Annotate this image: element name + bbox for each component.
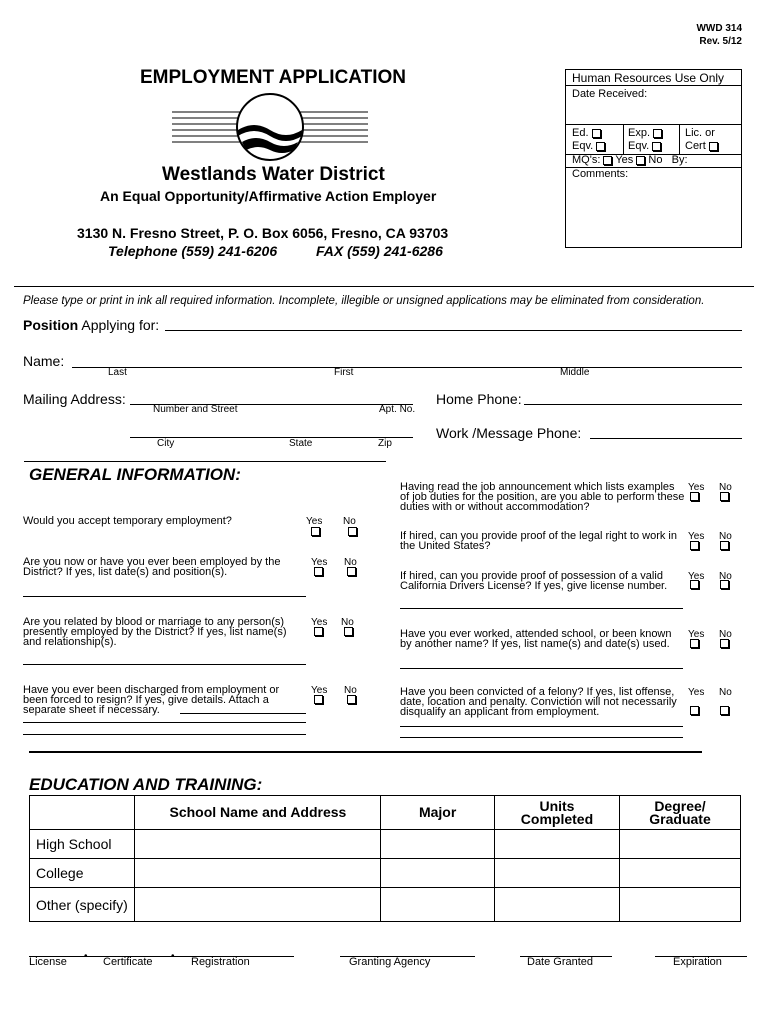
yes-label: Yes bbox=[688, 531, 705, 542]
edu-cell-major[interactable] bbox=[381, 888, 495, 922]
hr-eqv-label: Eqv. bbox=[572, 140, 594, 152]
edu-header-blank bbox=[30, 796, 135, 830]
discharged-details-field[interactable] bbox=[180, 713, 306, 714]
felony-no-checkbox[interactable] bbox=[720, 706, 729, 715]
hr-ed bbox=[572, 127, 605, 153]
hr-eqv2-label: Eqv. bbox=[628, 140, 650, 152]
hr-eqv-checkbox[interactable] bbox=[596, 142, 605, 151]
edu-cell-major[interactable] bbox=[381, 859, 495, 888]
hr-by-label: By: bbox=[671, 154, 688, 166]
yes-label: Yes bbox=[306, 516, 323, 527]
no-label: No bbox=[719, 531, 732, 542]
position-label-rest: Applying for: bbox=[78, 317, 160, 333]
edu-cell-degree[interactable] bbox=[620, 830, 741, 859]
expiration-label: Expiration bbox=[673, 956, 722, 968]
certificate-label: Certificate bbox=[103, 956, 153, 968]
city-sub: City bbox=[157, 438, 175, 449]
apt-sub: Apt. No. bbox=[379, 404, 416, 415]
no-label: No bbox=[344, 685, 357, 696]
question-drivers-license: If hired, can you provide proof of possession of a valid California Drivers License? If yes, give license number. bbox=[400, 570, 668, 592]
yes-label: Yes bbox=[688, 687, 705, 698]
hr-no-label: No bbox=[648, 154, 663, 166]
question-temp-employment: Would you accept temporary employment? bbox=[23, 515, 232, 527]
no-label: No bbox=[719, 571, 732, 582]
page-title: EMPLOYMENT APPLICATION bbox=[140, 67, 406, 88]
position-field[interactable] bbox=[165, 330, 742, 331]
yes-label: Yes bbox=[311, 557, 328, 568]
felony-details-line-2[interactable] bbox=[400, 737, 683, 738]
edu-header-major: Major bbox=[381, 796, 495, 830]
question-felony: Have you been convicted of a felony? If yes, list offense, date, location and penalty. Conviction will not necessarily disqualify an applicant from employment. bbox=[400, 686, 677, 718]
district-logo bbox=[170, 90, 370, 164]
name-field[interactable] bbox=[72, 367, 742, 368]
table-row bbox=[30, 859, 741, 888]
hr-mqs-yes-checkbox[interactable] bbox=[603, 156, 612, 165]
edu-cell-units[interactable] bbox=[494, 888, 619, 922]
org-name: Westlands Water District bbox=[162, 164, 385, 185]
edu-cell-degree[interactable] bbox=[620, 888, 741, 922]
other-name-no-checkbox[interactable] bbox=[720, 639, 729, 648]
felony-yes-checkbox[interactable] bbox=[690, 706, 699, 715]
zip-sub: Zip bbox=[378, 438, 392, 449]
no-label: No bbox=[341, 617, 354, 628]
work-right-yes-checkbox[interactable] bbox=[690, 541, 699, 550]
edu-row-label: College bbox=[30, 859, 135, 888]
edu-row-label: High School bbox=[30, 830, 135, 859]
hr-cert-checkbox[interactable] bbox=[709, 142, 718, 151]
no-label: No bbox=[719, 629, 732, 640]
question-perform-duties: Having read the job announcement which lists examples of job duties for the position, are you able to perform these duties with or without accommodation? bbox=[400, 481, 685, 513]
form-code bbox=[690, 22, 742, 48]
work-phone-field[interactable] bbox=[590, 438, 742, 439]
date-received-label: Date Received: bbox=[572, 88, 648, 100]
edu-header-units: Units Completed bbox=[494, 796, 619, 830]
employed-yes-checkbox[interactable] bbox=[314, 567, 323, 576]
hr-use-only-box bbox=[565, 69, 742, 248]
employed-details-field[interactable] bbox=[23, 596, 306, 597]
hr-mqs bbox=[572, 154, 688, 166]
education-heading: EDUCATION AND TRAINING: bbox=[29, 775, 263, 794]
question-right-to-work: If hired, can you provide proof of the legal right to work in the United States? bbox=[400, 530, 677, 552]
name-sub-first: First bbox=[334, 367, 354, 378]
hr-ed-label: Ed. bbox=[572, 127, 589, 139]
education-table bbox=[29, 795, 741, 922]
discharged-details-line-3[interactable] bbox=[23, 734, 306, 735]
name-label: Name: bbox=[23, 353, 65, 369]
no-label: No bbox=[344, 557, 357, 568]
discharged-no-checkbox[interactable] bbox=[347, 695, 356, 704]
felony-details-line-1[interactable] bbox=[400, 726, 683, 727]
edu-cell-school[interactable] bbox=[135, 830, 381, 859]
home-phone-field[interactable] bbox=[524, 404, 742, 405]
hr-eqv2-checkbox[interactable] bbox=[652, 142, 661, 151]
edu-cell-school[interactable] bbox=[135, 888, 381, 922]
hr-exp-label: Exp. bbox=[628, 127, 651, 139]
telephone: Telephone (559) 241-6206 bbox=[108, 243, 278, 259]
hr-yes-label: Yes bbox=[615, 154, 634, 166]
yes-label: Yes bbox=[311, 685, 328, 696]
hr-cert-label: Cert bbox=[685, 140, 706, 152]
bullet-icon: • bbox=[171, 951, 175, 962]
hr-box-title: Human Resources Use Only bbox=[566, 70, 741, 86]
hr-lic bbox=[685, 127, 718, 153]
edu-header-degree: Degree/ Graduate bbox=[620, 796, 741, 830]
name-sub-middle: Middle bbox=[560, 367, 590, 378]
license-yes-checkbox[interactable] bbox=[690, 580, 699, 589]
edu-cell-major[interactable] bbox=[381, 830, 495, 859]
granting-agency-label: Granting Agency bbox=[349, 956, 431, 968]
yes-label: Yes bbox=[311, 617, 328, 628]
tagline: An Equal Opportunity/Affirmative Action Employer bbox=[100, 188, 437, 204]
edu-cell-school[interactable] bbox=[135, 859, 381, 888]
yes-label: Yes bbox=[688, 571, 705, 582]
license-label: License bbox=[29, 956, 67, 968]
question-related-to-employee: Are you related by blood or marriage to any person(s) presently employed by the District? If yes, list name(s) and relationship(s). bbox=[23, 616, 287, 648]
license-cert-reg-field[interactable] bbox=[29, 956, 294, 957]
other-name-field[interactable] bbox=[400, 668, 683, 669]
related-details-field[interactable] bbox=[23, 664, 306, 665]
hr-ed-checkbox[interactable] bbox=[592, 129, 601, 138]
name-sub-last: Last bbox=[108, 367, 127, 378]
table-row bbox=[30, 888, 741, 922]
question-employed-by-district: Are you now or have you ever been employed by the District? If yes, list date(s) and position(s). bbox=[23, 556, 281, 578]
table-row bbox=[30, 830, 741, 859]
position-label bbox=[23, 317, 159, 333]
no-label: No bbox=[719, 482, 732, 493]
related-yes-checkbox[interactable] bbox=[314, 627, 323, 636]
edu-row-label: Other (specify) bbox=[30, 888, 135, 922]
street-sub: Number and Street bbox=[153, 404, 238, 415]
no-label: No bbox=[719, 687, 732, 698]
form-code-text: WWD 314 bbox=[696, 23, 742, 34]
question-discharged: Have you ever been discharged from employment or been forced to resign? If yes, give details. Attach a separate sheet if necessary. bbox=[23, 684, 280, 716]
related-no-checkbox[interactable] bbox=[344, 627, 353, 636]
general-info-heading: GENERAL INFORMATION: bbox=[29, 465, 241, 484]
license-no-checkbox[interactable] bbox=[720, 580, 729, 589]
other-name-yes-checkbox[interactable] bbox=[690, 639, 699, 648]
work-phone-label: Work /Message Phone: bbox=[436, 425, 582, 441]
hr-mqs-label: MQ's: bbox=[572, 154, 601, 166]
discharged-yes-checkbox[interactable] bbox=[314, 695, 323, 704]
edu-cell-units[interactable] bbox=[494, 859, 619, 888]
edu-cell-degree[interactable] bbox=[620, 859, 741, 888]
form-revision: Rev. 5/12 bbox=[699, 36, 742, 47]
registration-label: Registration bbox=[191, 956, 250, 968]
yes-label: Yes bbox=[688, 629, 705, 640]
position-label-bold: Position bbox=[23, 317, 79, 333]
temp-no-checkbox[interactable] bbox=[348, 527, 357, 536]
state-sub: State bbox=[289, 438, 313, 449]
hr-comments-label: Comments: bbox=[572, 168, 629, 180]
hr-lic-label: Lic. or bbox=[685, 127, 715, 139]
duties-no-checkbox[interactable] bbox=[720, 492, 729, 501]
date-granted-label: Date Granted bbox=[527, 956, 594, 968]
employed-no-checkbox[interactable] bbox=[347, 567, 356, 576]
home-phone-label: Home Phone: bbox=[436, 391, 522, 407]
hr-exp bbox=[628, 127, 662, 153]
hr-mqs-no-checkbox[interactable] bbox=[636, 156, 645, 165]
duties-yes-checkbox[interactable] bbox=[690, 492, 699, 501]
discharged-details-line-2[interactable] bbox=[23, 722, 306, 723]
license-number-field[interactable] bbox=[400, 608, 683, 609]
fax: FAX (559) 241-6286 bbox=[316, 243, 443, 259]
yes-label: Yes bbox=[688, 482, 705, 493]
address: 3130 N. Fresno Street, P. O. Box 6056, Fresno, CA 93703 bbox=[77, 225, 449, 241]
instructions: Please type or print in ink all required information. Incomplete, illegible or unsigned applications may be eliminated from consideration. bbox=[23, 295, 705, 307]
bullet-icon: • bbox=[84, 951, 88, 962]
question-other-name: Have you ever worked, attended school, or been known by another name? If yes, list name(s) and date(s) used. bbox=[400, 628, 672, 650]
edu-header-school: School Name and Address bbox=[135, 796, 381, 830]
mailing-address-label: Mailing Address: bbox=[23, 391, 126, 407]
no-label: No bbox=[343, 516, 356, 527]
temp-yes-checkbox[interactable] bbox=[311, 527, 320, 536]
work-right-no-checkbox[interactable] bbox=[720, 541, 729, 550]
hr-exp-checkbox[interactable] bbox=[653, 129, 662, 138]
edu-cell-units[interactable] bbox=[494, 830, 619, 859]
